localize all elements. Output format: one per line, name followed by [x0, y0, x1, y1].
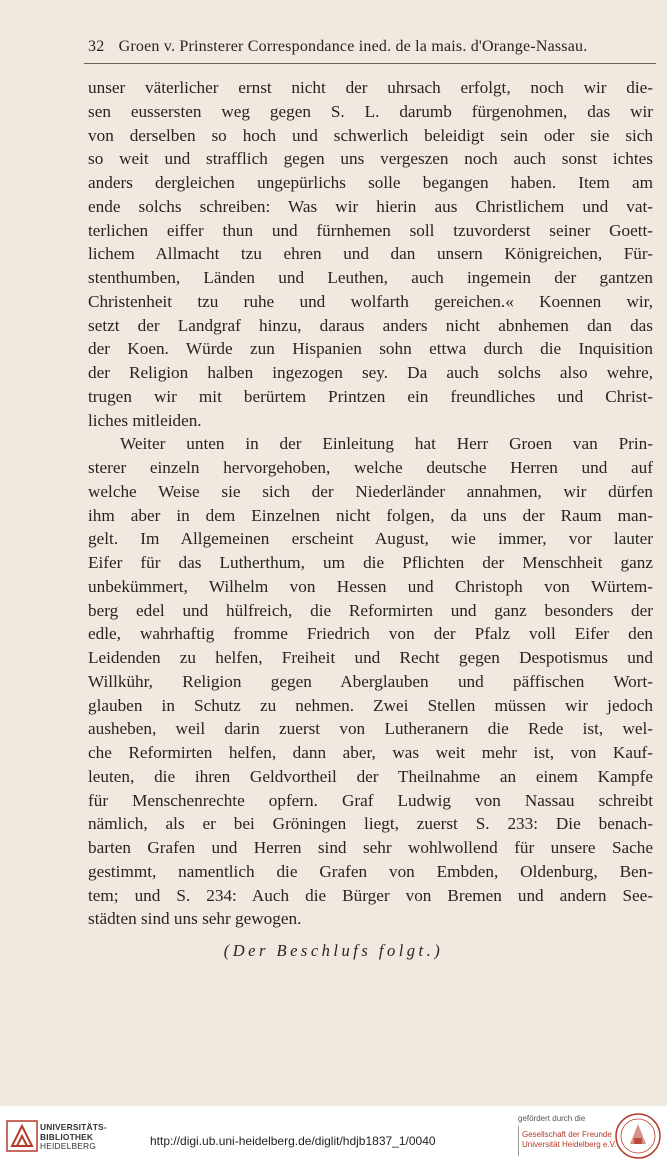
text-line: glauben in Schutz zu nehmen. Zwei Stellen müssen wir jedoch: [88, 695, 653, 715]
text-line: stenthumben, Länden und Leuthen, auch ingemein der gantzen: [88, 268, 653, 287]
text-line: nämlich, als er bei Gröningen liegt, zuerst S. 233: Die benach-: [88, 814, 653, 834]
permalink-url[interactable]: http://digi.ub.uni-heidelberg.de/diglit/hdjb1837_1/0040: [150, 1134, 436, 1148]
text-line: berg edel und hülfreich, die Reformirten und ganz besonders der: [88, 600, 653, 620]
header-rule: [84, 63, 656, 64]
text-line: Willkühr, Religion gegen Aberglauben und päffischen Wort-: [88, 671, 653, 691]
text-line: lichem Allmacht tzu ehren und dan unsern Königreichen, Für-: [88, 244, 653, 264]
text-line: Leidenden zu helfen, Freiheit und Recht gegen Despotismus und: [88, 648, 653, 667]
text-line: ende solchs schreiben: Was wir hierin aus Christlichem und vat-: [88, 196, 653, 216]
text-line: tem; und S. 234: Auch die Bürger von Bremen und andern See-: [88, 885, 653, 905]
text-line: welche Weise sie sich der Niederländer annahmen, wir dürfen: [88, 481, 653, 501]
closing-note: (Der Beschlufs folgt.): [223, 941, 444, 960]
text-line: sen eussersten weg gegen S. L. darumb fürgenohmen, das wir: [88, 101, 653, 121]
text-line: trugen wir mit berürtem Printzen ein freundliches und Christ-: [88, 386, 653, 406]
text-line: ausheben, weil darin zuerst von Lutheranern die Rede ist, wel-: [88, 719, 653, 739]
text-line: unser väterlicher ernst nicht der uhrsach erfolgt, noch wir die-: [88, 78, 653, 97]
text-line: für Menschenrechte opfern. Graf Ludwig von Nassau schreibt: [88, 790, 653, 810]
text-line: Christenheit tzu ruhe und wolfarth gereichen.« Koennen wir,: [88, 291, 653, 311]
text-line: che Reformirten helfen, dann aber, was weit mehr ist, von Kauf-: [88, 743, 653, 762]
text-line: der Religion halben ingezogen sey. Da auch solchs also wehre,: [88, 363, 653, 382]
text-line: sterer einzeln hervorgehoben, welche deutsche Herren und auf: [88, 458, 653, 477]
text-line: der Koen. Würde zun Hispanien sohn ettwa durch die Inquisition: [88, 339, 653, 359]
text-line: ihm aber in dem Einzelnen nicht folgen, da uns der Raum man-: [88, 505, 653, 525]
text-line: leuten, die ihren Geldvortheil der Theilnahme an einem Kampfe: [88, 766, 653, 786]
text-line: unbekümmert, Wilhelm von Hessen und Christoph von Würtem-: [88, 576, 653, 596]
text-line: von derselben so hoch und schwerlich beleidigt sein oder sie sich: [88, 125, 653, 145]
page-number: 32: [88, 38, 105, 55]
text-line: barten Grafen und Herren sind sehr wohlwollend für unsere Sache: [88, 838, 653, 857]
text-line: gelt. Im Allgemeinen erscheint August, wie immer, vor lauter: [88, 529, 653, 549]
body-text: [88, 76, 653, 931]
running-header: [88, 38, 656, 56]
text-line: städten sind uns sehr gewogen.: [88, 909, 302, 929]
text-line: liches mitleiden.: [88, 410, 202, 430]
text-line: edle, wahrhaftig fromme Friedrich von der Pfalz voll Eifer den: [88, 624, 653, 644]
library-logo-icon: [6, 1120, 38, 1152]
text-line: anders dergleichen ungepürlichs solle begangen haben. Item am: [88, 173, 653, 192]
text-line: terlichen eiffer thun und fürnhemen soll tzuvorderst seiner Goett-: [88, 220, 653, 240]
text-line: so weit und strafflich gegen uns vergeszen noch auch sonst ichtes: [88, 149, 653, 169]
running-title: Groen v. Prinsterer Correspondance ined. de la mais. d'Orange-Nassau.: [118, 38, 588, 55]
text-line: gestimmt, namentlich die Grafen von Embden, Oldenburg, Ben-: [88, 861, 653, 881]
library-name: UNIVERSITÄTS- BIBLIOTHEK HEIDELBERG: [40, 1122, 107, 1152]
text-line: Weiter unten in der Einleitung hat Herr Groen van Prin-: [120, 434, 653, 454]
footer-bar: [0, 1106, 667, 1165]
sponsor-divider: [518, 1126, 519, 1156]
text-line: setzt der Landgraf hinzu, daraus anders nicht abnhemen dan das: [88, 315, 653, 335]
sponsor-heading: gefördert durch die: [518, 1114, 586, 1123]
university-seal-icon: [614, 1112, 662, 1160]
sponsor-name: Gesellschaft der Freunde Universität Heidelberg e.V.: [522, 1130, 617, 1149]
text-line: Eifer für das Lutherthum, um die Pflichten der Menschheit ganz: [88, 553, 653, 572]
